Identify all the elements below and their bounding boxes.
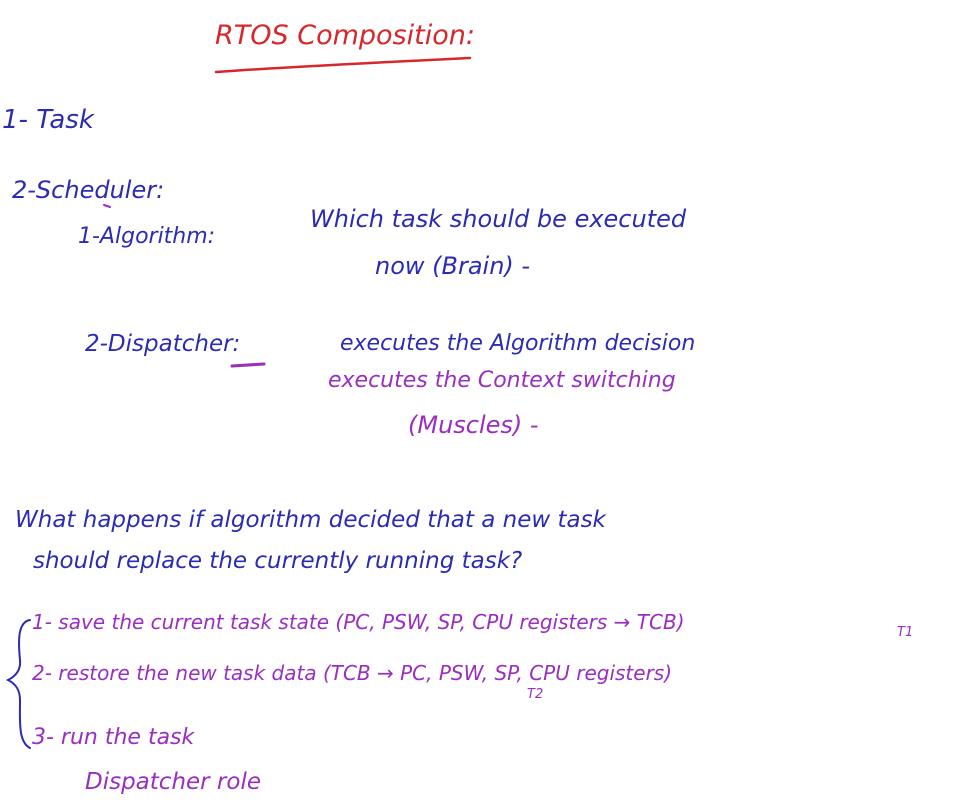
item-scheduler: 2-Scheduler: [12, 176, 165, 204]
step-1: 1- save the current task state (PC, PSW, SP, CPU registers → TCB) [32, 610, 685, 634]
algorithm-desc-line2: now (Brain) - [375, 252, 531, 280]
algorithm-desc-line1: Which task should be executed [310, 205, 687, 233]
dispatcher-desc-line2: executes the Context switching [328, 368, 676, 393]
step-3: 3- run the task [32, 725, 195, 750]
step-2: 2- restore the new task data (TCB → PC, PSW, SP, CPU registers) [32, 661, 673, 685]
title-underline [216, 58, 470, 72]
question-line1: What happens if algorithm decided that a new task [15, 507, 606, 533]
item-algorithm: 1-Algorithm: [78, 224, 216, 249]
step-2-subscript: T2 [527, 687, 544, 702]
item-task: 1- Task [2, 105, 94, 135]
footer-dispatcher-role: Dispatcher role [85, 769, 262, 795]
scheduler-mark [104, 205, 110, 207]
steps-brace [8, 620, 30, 748]
step-1-subscript: T1 [897, 625, 914, 640]
dispatcher-desc-line1: executes the Algorithm decision [340, 331, 696, 356]
item-dispatcher: 2-Dispatcher: [85, 331, 241, 357]
dispatcher-underline [232, 364, 264, 366]
question-line2: should replace the currently running task? [33, 548, 523, 574]
page-title: RTOS Composition: [215, 20, 475, 51]
dispatcher-desc-line3: (Muscles) - [408, 411, 539, 439]
